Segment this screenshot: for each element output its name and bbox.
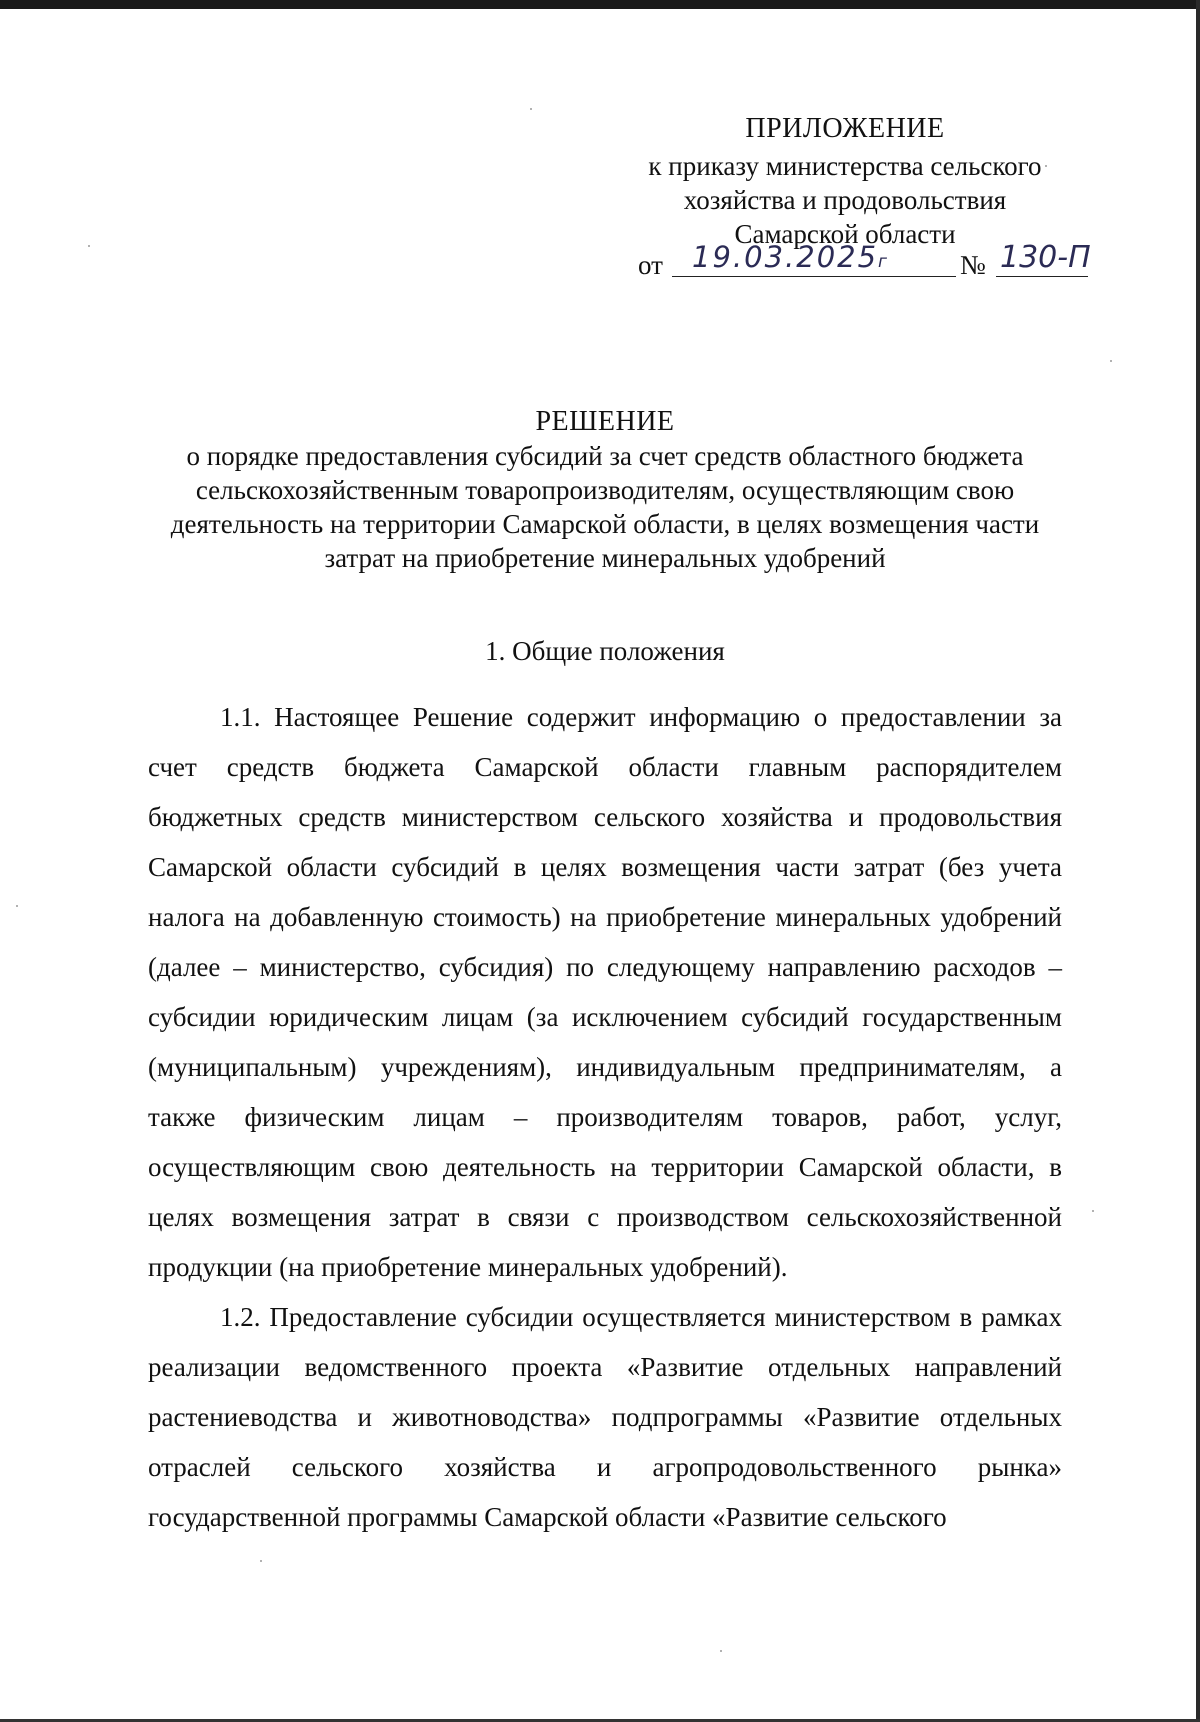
scan-speck	[530, 108, 532, 110]
decision-title-block	[140, 405, 1070, 575]
decision-subtitle-line: о порядке предоставления субсидий за счет средств областного бюджета	[186, 441, 1024, 471]
order-number-field	[996, 240, 1091, 277]
number-sign-label: №	[960, 250, 986, 280]
handwritten-date	[692, 240, 887, 274]
scan-speck	[720, 1650, 722, 1652]
approval-heading: ПРИЛОЖЕНИЕ	[745, 113, 945, 144]
scan-top-border	[0, 0, 1200, 9]
decision-title: РЕШЕНИЕ	[535, 406, 675, 437]
approval-line-2: хозяйства и продовольствия	[683, 185, 1007, 215]
decision-subtitle-line: затрат на приобретение минеральных удобрений	[324, 543, 886, 573]
handwritten-date-suffix: г	[878, 252, 887, 272]
handwritten-date-value: 19.03.2025	[692, 240, 879, 274]
order-reference-line	[638, 240, 1098, 284]
decision-subtitle-line: деятельность на территории Самарской области, в целях возмещения части	[170, 509, 1040, 539]
section-heading: 1. Общие положения	[485, 636, 725, 666]
document-body	[148, 692, 1062, 1542]
scan-speck	[88, 245, 90, 247]
paragraph-1-2: 1.2. Предоставление субсидии осуществляется министерством в рамках реализации ведомственного проекта «Развитие отдельных направлений растениеводства и животноводства» подпрограммы «Развитие отдельных отраслей сельского хозяйства и агропродовольственного рынка» государственной программы Самарской области «Развитие сельского	[148, 1302, 1062, 1532]
handwritten-order-number: 130-П	[1000, 240, 1091, 275]
scan-speck	[16, 905, 18, 907]
from-label: от	[638, 250, 663, 280]
scan-right-border	[1196, 0, 1200, 1722]
approval-line-3: Самарской области	[734, 219, 956, 249]
paragraph-1-1: 1.1. Настоящее Решение содержит информацию о предоставлении за счет средств бюджета Самарской области главным распорядителем бюджетных средств министерством сельского хозяйства и продовольствия Самарской области субсидий в целях возмещения части затрат (без учета налога на добавленную стоимость) на приобретение минеральных удобрений (далее – министерство, субсидия) по следующему направлению расходов – субсидии юридическим лицам (за исключением субсидий государственным (муниципальным) учреждениям), индивидуальным предпринимателям, а также физическим лицам – производителям товаров, работ, услуг, осуществляющим свою деятельность на территории Самарской области, в целях возмещения затрат в связи с производством сельскохозяйственной продукции (на приобретение минеральных удобрений).	[148, 702, 1062, 1282]
order-date-field	[672, 240, 956, 277]
scan-speck	[1092, 1210, 1094, 1212]
approval-line-1: к приказу министерства сельского	[648, 151, 1042, 181]
decision-subtitle-line: сельскохозяйственным товаропроизводителям, осуществляющим свою	[195, 475, 1015, 505]
scan-speck	[1110, 360, 1112, 362]
approval-block	[620, 112, 1070, 251]
scan-speck	[260, 1560, 262, 1562]
